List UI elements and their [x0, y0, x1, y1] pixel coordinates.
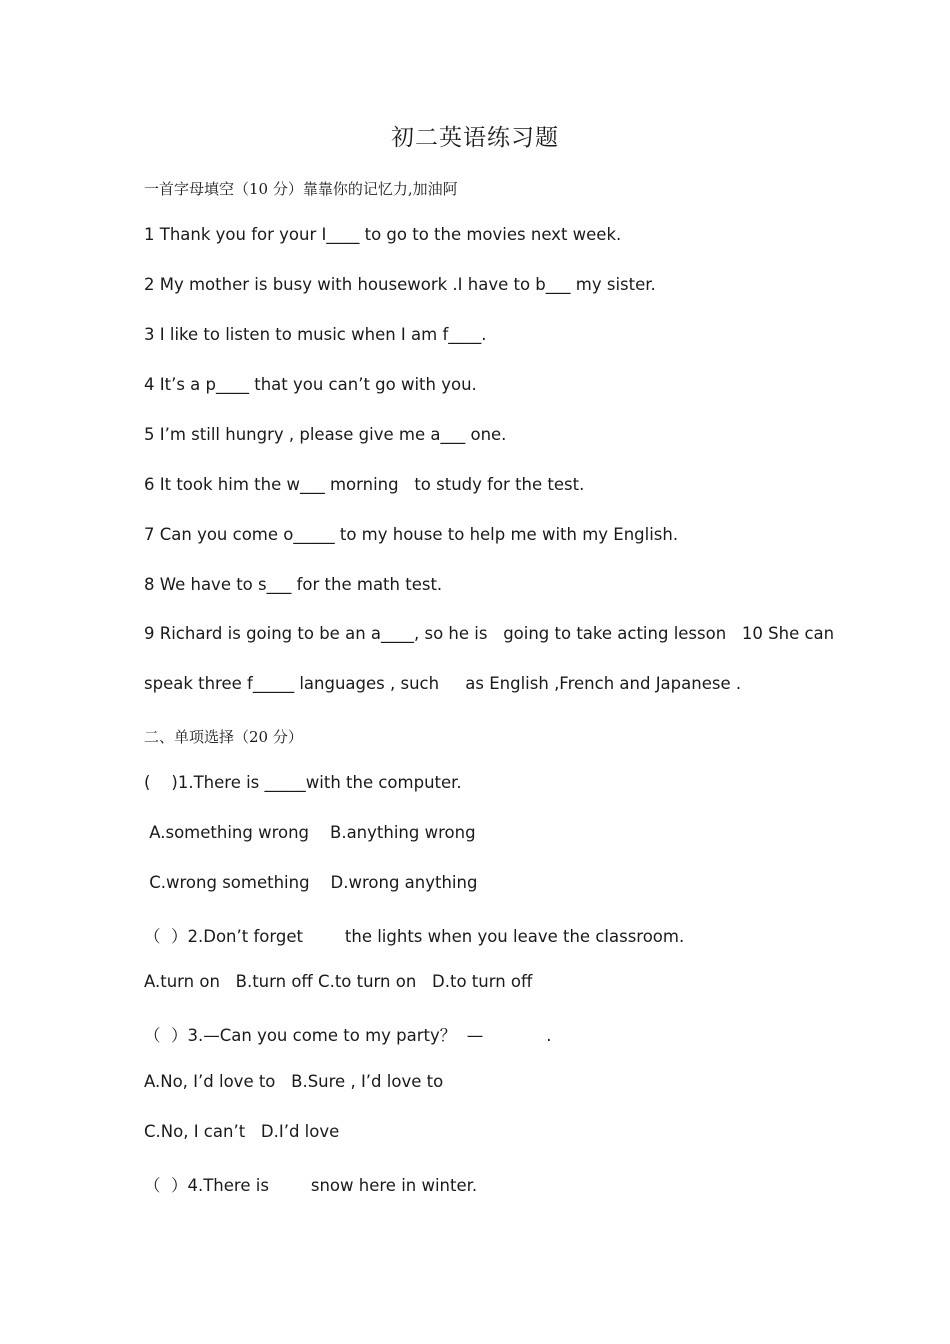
fill-blank-item-6: 6 It took him the w___ morning to study for the test. [144, 475, 585, 494]
question-3-stem: （ ）3.—Can you come to my party？ — . [144, 1026, 552, 1045]
section1-heading: 一首字母填空（10 分）靠靠你的记忆力,加油阿 [144, 180, 458, 198]
question-3-options-a-b: A.No, I’d love to B.Sure , I’d love to [144, 1072, 444, 1091]
fill-blank-item-8: 8 We have to s___ for the math test. [144, 575, 443, 594]
question-1-stem: ( )1.There is _____with the computer. [144, 773, 462, 792]
fill-blank-item-5: 5 I’m still hungry , please give me a___ one. [144, 425, 507, 444]
page-title: 初二英语练习题 [391, 125, 559, 151]
question-2-stem: （ ）2.Don’t forget the lights when you leave the classroom. [144, 927, 685, 946]
fill-blank-item-7: 7 Can you come o_____ to my house to help me with my English. [144, 525, 679, 544]
fill-blank-item-3: 3 I like to listen to music when I am f____. [144, 325, 487, 344]
fill-blank-item-4: 4 It’s a p____ that you can’t go with you. [144, 375, 477, 394]
question-4-stem: （ ）4.There is snow here in winter. [144, 1176, 478, 1195]
section2-heading: 二、单项选择（20 分） [144, 728, 303, 746]
fill-blank-item-2: 2 My mother is busy with housework .I have to b___ my sister. [144, 275, 656, 294]
fill-blank-item-10: speak three f_____ languages , such as English ,French and Japanese . [144, 674, 742, 693]
question-1-options-c-d: C.wrong something D.wrong anything [144, 873, 478, 892]
fill-blank-item-9: 9 Richard is going to be an a____, so he is going to take acting lesson 10 She can [144, 624, 835, 643]
question-2-options: A.turn on B.turn off C.to turn on D.to turn off [144, 972, 533, 991]
question-1-options-a-b: A.something wrong B.anything wrong [144, 823, 476, 842]
question-3-options-c-d: C.No, I can’t D.I’d love [144, 1122, 340, 1141]
fill-blank-item-1: 1 Thank you for your I____ to go to the movies next week. [144, 225, 622, 244]
